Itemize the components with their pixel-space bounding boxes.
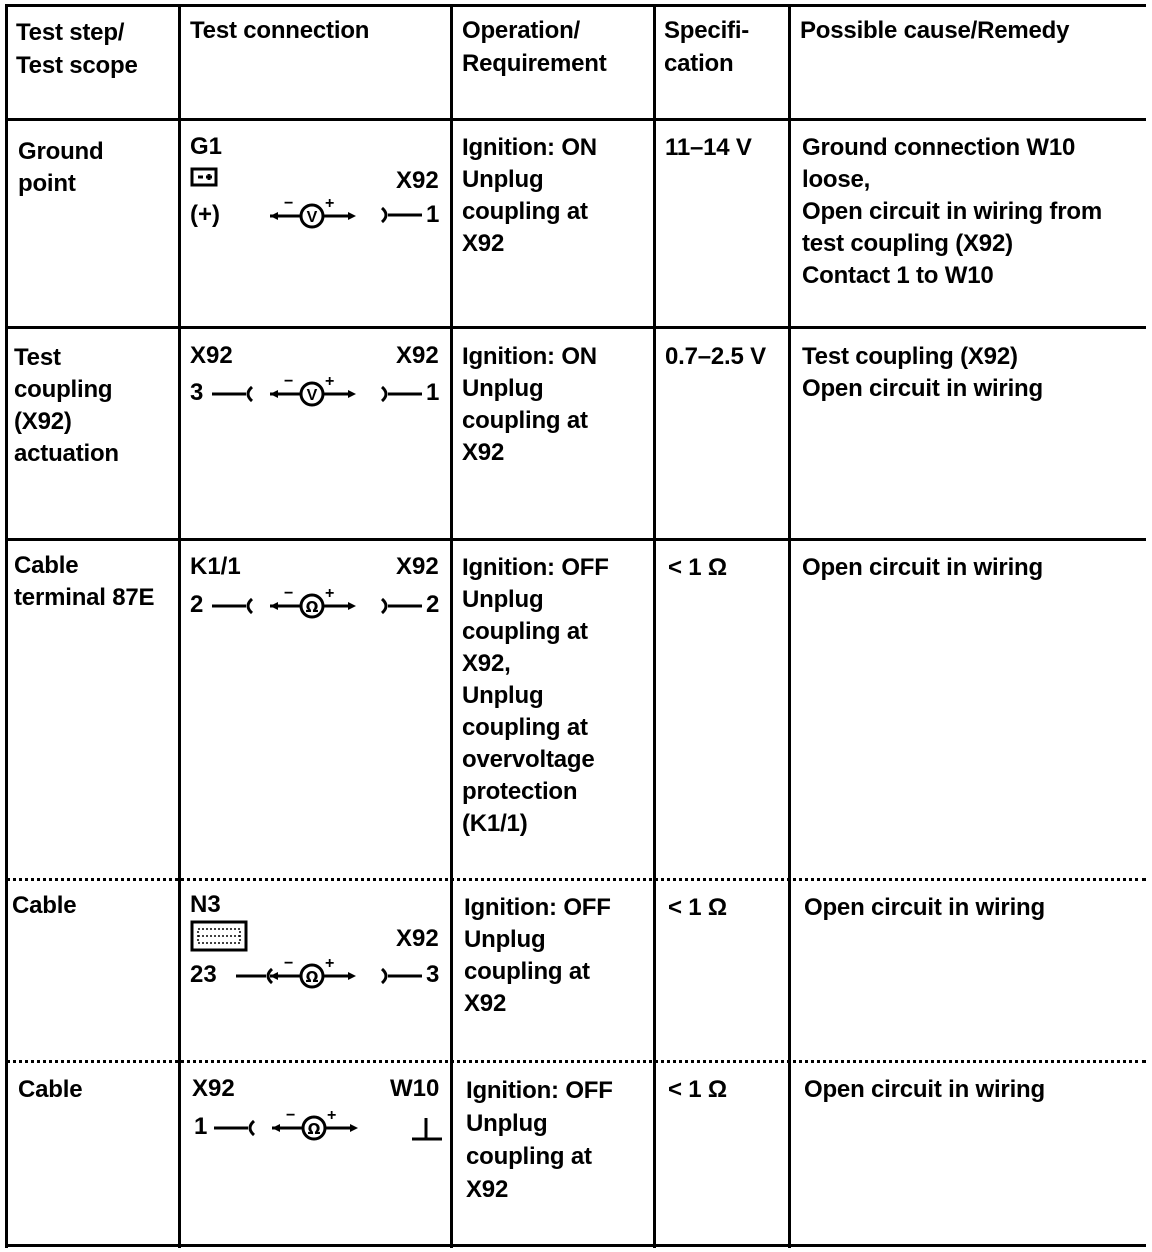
column-divider xyxy=(788,4,791,1248)
row-divider xyxy=(6,326,1146,329)
meter-symbol: V xyxy=(306,209,318,226)
meter-symbol: Ω xyxy=(305,598,319,616)
cause-text: Test coupling (X92) xyxy=(802,343,1018,370)
connector-plug-icon xyxy=(378,204,426,226)
row-2-step xyxy=(14,342,119,470)
operation-text: Unplug xyxy=(462,166,544,193)
step-text: (X92) xyxy=(14,408,72,435)
control-unit-icon xyxy=(190,920,250,952)
header-text: Specifi- xyxy=(664,17,750,44)
svg-text:−: − xyxy=(284,586,294,602)
row-4-specification: < 1 Ω xyxy=(668,894,727,921)
ignition-line xyxy=(466,1074,613,1107)
row-3-specification: < 1 Ω xyxy=(668,554,727,581)
meter-symbol: V xyxy=(306,387,318,404)
terminal-label: (+) xyxy=(190,201,220,228)
ignition-label: Ignition: xyxy=(462,134,555,161)
row-1-step xyxy=(18,136,103,200)
ignition-line xyxy=(462,132,597,164)
step-text: coupling xyxy=(14,376,113,403)
pin-number: 2 xyxy=(426,591,440,618)
header-test-connection: Test connection xyxy=(190,17,370,44)
component-label: X92 xyxy=(190,342,233,369)
operation-text: coupling at xyxy=(464,958,590,985)
row-1-operation xyxy=(462,132,597,260)
pin-number: 23 xyxy=(190,961,217,988)
svg-text:+: + xyxy=(327,1108,337,1124)
ignition-line xyxy=(462,552,609,584)
row-5-operation xyxy=(466,1074,613,1206)
ignition-label: Ignition: xyxy=(464,894,557,921)
operation-text: coupling at xyxy=(462,618,588,645)
operation-text: (K1/1) xyxy=(462,810,528,837)
ignition-state: ON xyxy=(561,134,597,161)
operation-text: X92 xyxy=(464,990,507,1017)
ohmmeter-icon xyxy=(268,586,358,620)
connector-plug-icon xyxy=(378,595,426,617)
operation-text: Unplug xyxy=(462,682,544,709)
connector-socket-icon xyxy=(208,595,256,617)
operation-text: X92, xyxy=(462,650,511,677)
cause-text: loose, xyxy=(802,166,871,193)
connector-plug-icon xyxy=(378,965,426,987)
ignition-label: Ignition: xyxy=(466,1077,559,1104)
connector-plug-icon xyxy=(378,383,426,405)
operation-text: protection xyxy=(462,778,578,805)
svg-text:+: + xyxy=(325,196,335,212)
pin-number: 1 xyxy=(194,1113,208,1140)
table-left-border xyxy=(5,4,8,1248)
ohmmeter-icon xyxy=(270,1108,360,1142)
header-text: Operation/ xyxy=(462,17,581,44)
pin-number: 2 xyxy=(190,591,204,618)
header-test-step xyxy=(16,16,138,82)
row-divider-dotted xyxy=(6,878,1146,881)
step-text: point xyxy=(18,170,76,197)
operation-text: coupling at xyxy=(462,198,588,225)
svg-text:−: − xyxy=(284,196,294,212)
component-label: X92 xyxy=(396,553,439,580)
svg-text:+: + xyxy=(325,374,335,390)
component-label: W10 xyxy=(390,1075,440,1102)
operation-text: X92 xyxy=(462,230,505,257)
operation-text: overvoltage xyxy=(462,746,595,773)
row-4-possible-cause xyxy=(804,892,1045,924)
ignition-line xyxy=(462,341,597,373)
row-4-step xyxy=(12,890,76,922)
row-2-specification: 0.7–2.5 V xyxy=(665,343,766,370)
row-5-possible-cause xyxy=(804,1074,1045,1106)
step-text: actuation xyxy=(14,440,119,467)
cause-text: Open circuit in wiring xyxy=(804,894,1045,921)
battery-icon xyxy=(190,164,220,188)
operation-text: coupling at xyxy=(466,1143,592,1170)
row-5-specification: < 1 Ω xyxy=(668,1076,727,1103)
operation-text: coupling at xyxy=(462,407,588,434)
cause-text: Contact 1 to W10 xyxy=(802,262,994,289)
operation-text: coupling at xyxy=(462,714,588,741)
ignition-state: OFF xyxy=(565,1077,613,1104)
header-text: cation xyxy=(664,50,734,77)
component-label: X92 xyxy=(396,925,439,952)
row-3-possible-cause xyxy=(802,552,1043,584)
pin-number: 1 xyxy=(426,201,440,228)
operation-text: Unplug xyxy=(462,375,544,402)
cause-text: Open circuit in wiring xyxy=(802,375,1043,402)
pin-number: 1 xyxy=(426,379,440,406)
svg-text:−: − xyxy=(284,956,294,972)
pin-number: 3 xyxy=(426,961,440,988)
step-text: Cable xyxy=(14,552,79,579)
voltmeter-icon xyxy=(268,196,358,230)
operation-text: X92 xyxy=(462,439,505,466)
row-divider xyxy=(6,538,1146,541)
column-divider xyxy=(178,4,181,1248)
meter-symbol: Ω xyxy=(305,968,319,986)
meter-symbol: Ω xyxy=(307,1120,321,1138)
ignition-state: ON xyxy=(561,343,597,370)
column-divider xyxy=(653,4,656,1248)
row-1-specification: 11–14 V xyxy=(665,134,752,161)
row-3-operation xyxy=(462,552,609,840)
step-text: terminal 87E xyxy=(14,584,155,611)
row-4-operation xyxy=(464,892,611,1020)
ignition-line xyxy=(464,892,611,924)
cause-text: Open circuit in wiring from xyxy=(802,198,1102,225)
cause-text: Open circuit in wiring xyxy=(804,1076,1045,1103)
svg-text:+: + xyxy=(325,956,335,972)
header-operation xyxy=(462,14,607,80)
svg-text:−: − xyxy=(284,374,294,390)
component-label: K1/1 xyxy=(190,553,241,580)
header-text: Test step/ xyxy=(16,19,125,46)
voltmeter-icon xyxy=(268,374,358,408)
header-text: Test scope xyxy=(16,52,138,79)
table-bottom-border xyxy=(6,1244,1146,1247)
ignition-label: Ignition: xyxy=(462,343,555,370)
connector-socket-icon xyxy=(208,383,256,405)
step-text: Ground xyxy=(18,138,104,165)
connector-socket-icon xyxy=(210,1117,258,1139)
operation-text: Unplug xyxy=(462,586,544,613)
cause-text: Ground connection W10 xyxy=(802,134,1076,161)
row-3-step xyxy=(14,550,154,614)
component-label: G1 xyxy=(190,133,223,160)
ohmmeter-icon xyxy=(268,956,358,990)
row-2-possible-cause xyxy=(802,341,1043,405)
ignition-label: Ignition: xyxy=(462,554,555,581)
cause-text: Open circuit in wiring xyxy=(802,554,1043,581)
step-text: Test xyxy=(14,344,61,371)
svg-text:+: + xyxy=(325,586,335,602)
ignition-state: OFF xyxy=(561,554,609,581)
svg-text:−: − xyxy=(286,1108,296,1124)
header-divider xyxy=(6,118,1146,121)
component-label: X92 xyxy=(396,342,439,369)
row-2-operation xyxy=(462,341,597,469)
header-possible-cause: Possible cause/Remedy xyxy=(800,17,1070,44)
operation-text: X92 xyxy=(466,1176,509,1203)
row-5-step xyxy=(18,1074,82,1106)
column-divider xyxy=(450,4,453,1248)
operation-text: Unplug xyxy=(466,1110,548,1137)
pin-number: 3 xyxy=(190,379,204,406)
component-label: X92 xyxy=(396,167,439,194)
ground-symbol-icon xyxy=(410,1116,444,1144)
table-top-border xyxy=(6,4,1146,7)
row-divider-dotted xyxy=(6,1060,1146,1063)
component-label: X92 xyxy=(192,1075,235,1102)
component-label: N3 xyxy=(190,891,221,918)
header-text: Requirement xyxy=(462,50,607,77)
ignition-state: OFF xyxy=(563,894,611,921)
operation-text: Unplug xyxy=(464,926,546,953)
step-text: Cable xyxy=(12,892,77,919)
header-specification xyxy=(664,14,749,80)
cause-text: test coupling (X92) xyxy=(802,230,1013,257)
step-text: Cable xyxy=(18,1076,83,1103)
row-1-possible-cause xyxy=(802,132,1102,292)
